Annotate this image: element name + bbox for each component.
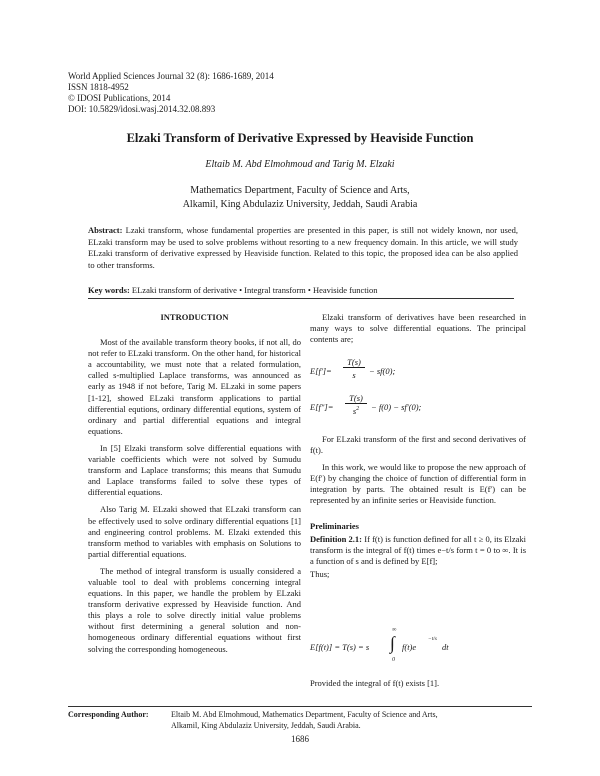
integral-sign: ∫ — [390, 633, 395, 653]
affiliation-line-2: Alkamil, King Abdulaziz University, Jeddah, Saudi Arabia — [182, 199, 418, 210]
authors: Eltaib M. Abd Elmohmoud and Tarig M. Elzaki — [205, 159, 395, 170]
eq3-integrand: f(t)e — [402, 642, 417, 652]
thus-label: Thus; — [310, 568, 330, 579]
journal-citation: World Applied Sciences Journal 32 (8): 1686-1689, 2014 — [68, 71, 274, 81]
eq1-rest: − sf(0); — [369, 366, 396, 376]
eq1-numerator: T(s) — [347, 357, 361, 367]
preliminaries-heading: Preliminaries — [310, 520, 359, 531]
abstract-label: Abstract: — [88, 225, 123, 235]
definition-label: Definition 2.1: — [310, 533, 363, 544]
corresponding-author — [68, 709, 438, 731]
affiliation-line-1: Mathematics Department, Faculty of Science and Arts, — [190, 185, 410, 196]
corresponding-author-line-1: Eltaib M. Abd Elmohmoud, Mathematics Department, Faculty of Science and Arts, — [171, 710, 438, 719]
eq3-exponent: −t/s — [428, 636, 437, 642]
equation-elzaki-definition — [310, 627, 520, 666]
eq2-lhs: E[f″]= — [310, 402, 334, 412]
equation-first-derivative — [310, 357, 510, 385]
abstract-text: Lzaki transform, whose fundamental properties are presented in this paper, is still not widely known, nor used, ELzaki transform may be used to solve problems without resorting to a new frequency domain. In this article, we will study ELzaki transform of derivative expressed by Heaviside function. Related to this topic, the proposed idea can be also applied to other transforms. — [88, 225, 518, 270]
corresponding-author-label: Corresponding Author: — [68, 710, 149, 719]
eq3-upper-limit: ∞ — [392, 627, 397, 633]
page-number: 1686 — [291, 734, 309, 744]
paper-title: Elzaki Transform of Derivative Expressed by Heaviside Function — [126, 131, 474, 145]
intro-paragraph-3: Also Tarig M. ELzaki showed that ELzaki transform can be effectively used to solve ordinary differential equations [1] and engineering control problems. M. Elzaki extended this transform method to variables with emphasis on Solutions to partial differential equations. — [88, 504, 301, 559]
eq3-lhs: E[f(t)] = T(s) = s — [310, 642, 370, 652]
keywords — [88, 285, 377, 295]
doi: DOI: 10.5829/idosi.wasj.2014.32.08.893 — [68, 104, 216, 114]
left-column — [88, 312, 301, 661]
footer-divider — [68, 706, 532, 707]
eq1-fraction-bar — [343, 367, 365, 368]
issn: ISSN 1818-4952 — [68, 82, 129, 92]
divider — [88, 298, 514, 299]
eq3-lower-limit: 0 — [392, 657, 395, 663]
section-heading-introduction: INTRODUCTION — [160, 312, 229, 322]
right-column — [310, 312, 526, 351]
eq1-lhs: E[f′]= — [310, 366, 332, 376]
right-paragraph-3: In this work, we would like to propose the new approach of E(f′) by changing the choice of function of differential form in integration by parts. The obtained result is E(f′) can be represented by an infinite series or Heaviside function. — [310, 462, 526, 506]
copyright: © IDOSI Publications, 2014 — [68, 93, 171, 103]
keywords-label: Key words: — [88, 285, 130, 295]
corresponding-author-line-2: Alkamil, King Abdulaziz University, Jeddah, Saudi Arabia. — [171, 721, 361, 730]
definition-2-1 — [310, 534, 526, 567]
right-paragraph-1: Elzaki transform of derivatives have been researched in many ways to solve differential equations. The principal contents are; — [310, 312, 526, 345]
right-paragraph-2: For ELzaki transform of the first and second derivatives of f(t). — [310, 434, 526, 456]
equation-second-derivative — [310, 393, 520, 421]
intro-paragraph-2: In [5] Elzaki transform solve differential equations with variable coefficients which were not solved by Sumudu transform and Laplace transforms; this means that Sumudu and Laplace transforms failed to solve these types of differential equations. — [88, 442, 301, 498]
right-last-line: Provided the integral of f(t) exists [1]. — [310, 678, 440, 688]
abstract — [88, 225, 518, 271]
right-column-cont — [310, 434, 526, 580]
eq3-dt: dt — [442, 642, 449, 652]
eq2-fraction-bar — [345, 403, 367, 404]
eq2-numerator: T(s) — [349, 393, 363, 403]
keywords-text: ELzaki transform of derivative • Integral transform • Heaviside function — [131, 285, 378, 295]
eq2-rest: − f(0) − sf′(0); — [371, 402, 422, 412]
definition-text: If f(t) is function defined for all t ≥ 0, its Elzaki transform is the integral of f(t) times e−t/s form t = 0 to ∞. It is a function of s and is defined by E[f]; — [310, 533, 526, 566]
intro-paragraph-4: The method of integral transform is usually considered a valuable tool to deal with problems concerning integral equations. In this paper, we handle the problem by ELzaki transform derivative expressed by Heaviside function. And this plays a role to solve directly initial value problems without first determining a general solution and non-homogeneous ordinary differential equations without first solving the corresponding homogeneous. — [88, 565, 301, 654]
eq2-denominator: $s^2$ — [352, 406, 360, 416]
intro-paragraph-1: Most of the available transform theory books, if not all, do not refer to ELzaki transform. On the other hand, for historical a accountability, we must note that a related formulation, called s-multiplied Laplace transforms, was announced as early as 1948 if not before, Tarig M. ELzaki in some papers [1-12], showed ELzaki transform applications to partial differential equtions, ordinary differential equtions, system of ordinary and partial differential equations and integral equations. — [88, 337, 301, 436]
journal-header — [68, 71, 274, 115]
eq1-denominator: s — [352, 370, 356, 380]
affiliation — [0, 184, 600, 212]
